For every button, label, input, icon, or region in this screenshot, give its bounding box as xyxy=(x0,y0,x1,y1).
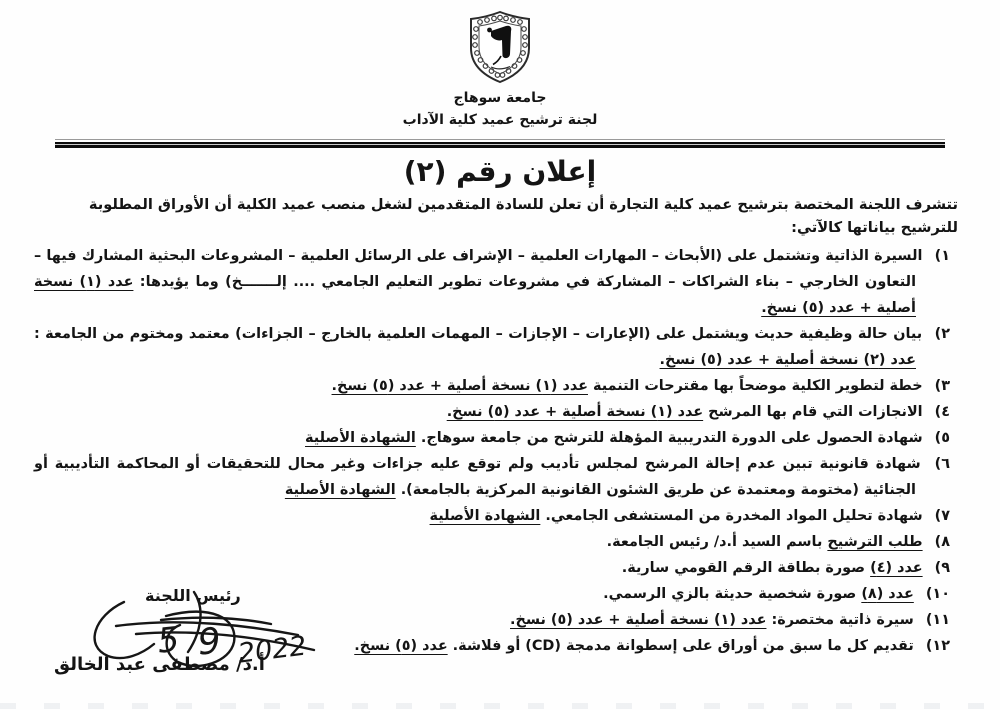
item-text-underlined: عدد (٤) xyxy=(870,560,923,576)
item-text-underlined: عدد (١) نسخة أصلية + عدد (٥) نسخ. xyxy=(510,612,767,628)
item-number: ٩) xyxy=(929,560,950,576)
list-item xyxy=(34,425,950,451)
item-text-underlined: عدد (٢) نسخة أصلية + عدد (٥) نسخ. xyxy=(659,352,916,368)
list-item xyxy=(34,451,950,503)
item-number: ٨) xyxy=(929,534,950,550)
item-number: ٥) xyxy=(929,430,950,446)
signature-date-day: 5 xyxy=(155,619,182,662)
item-text-underlined: الشهادة الأصلية xyxy=(284,482,396,498)
item-number: ١) xyxy=(929,248,950,264)
item-number: ٦) xyxy=(927,456,950,472)
item-text: الانجازات التي قام بها المرشح xyxy=(703,404,923,420)
list-item xyxy=(34,243,950,321)
item-text: صورة بطاقة الرقم القومي سارية. xyxy=(621,560,871,576)
committee-name: لجنة ترشيح عميد كلية الآداب xyxy=(402,112,598,128)
item-text: شهادة الحصول على الدورة التدريبية المؤهلة للترشح من جامعة سوهاج. xyxy=(415,430,923,446)
item-text: صورة شخصية حديثة بالزي الرسمي. xyxy=(603,586,862,602)
item-text: شهادة تحليل المواد المخدرة من المستشفى الجامعي. xyxy=(540,508,923,524)
announcement-title: إعلان رقم (٢) xyxy=(403,155,597,188)
document-header xyxy=(0,0,1000,130)
item-text-underlined: الشهادة الأصلية xyxy=(305,430,416,446)
university-shield-emblem-icon xyxy=(466,10,534,84)
list-item xyxy=(34,399,950,425)
item-text-underlined: عدد (٥) نسخ. xyxy=(354,638,448,654)
item-number: ٢) xyxy=(929,326,951,342)
item-number: ٣) xyxy=(929,378,950,394)
list-item xyxy=(34,373,950,399)
scan-bleed-artifact xyxy=(0,703,1000,709)
signature-date-month: 9 xyxy=(196,621,223,664)
signature-date-year: 2022 xyxy=(236,630,309,670)
list-item xyxy=(34,555,950,581)
item-text-underlined: عدد (١) نسخة أصلية + عدد (٥) نسخ. xyxy=(446,404,704,420)
item-number: ١٢) xyxy=(920,638,950,654)
item-text: شهادة قانونية تبين عدم إحالة المرشح لمجلس تأديب ولم توقع عليه جزاءات وغير محال للتحقيقات أو المحاكمة التأديبية أو الجنائية (مختومة ومعتمدة عن طريق الشئون القانونية المركزية بالجامعة). xyxy=(34,456,921,498)
item-text: خطة لتطوير الكلية موضحاً بها مقترحات التنمية xyxy=(587,378,923,394)
item-text: باسم السيد أ.د/ رئيس الجامعة. xyxy=(606,534,828,550)
item-number: ١١) xyxy=(920,612,950,628)
signature-role: رئيس اللجنة xyxy=(145,586,241,605)
university-name: جامعة سوهاج xyxy=(453,90,547,106)
item-number: ٧) xyxy=(929,508,950,524)
item-text: بيان حالة وظيفية حديث ويشتمل على (الإعارات – الإجازات – المهمات العلمية بالخارج – الجزاءات) معتمد ومختوم من الجامعة : xyxy=(34,326,923,342)
item-text-underlined: عدد (١) نسخة أصلية + عدد (٥) نسخ. xyxy=(34,274,916,316)
item-number: ١٠) xyxy=(920,586,950,602)
list-item xyxy=(34,321,950,373)
item-text-underlined: الشهادة الأصلية xyxy=(429,508,541,524)
item-text: السيرة الذاتية وتشتمل على (الأبحاث – المهارات العلمية – الإشراف على الرسائل العلمية – المشروعات البحثية المشارك فيها – التعاون الخارجي – بناء الشراكات – المشاركة في مشروعات تطوير التعليم الجامعي .... إلـــــــخ) وما يؤيدها: xyxy=(34,248,923,290)
intro-paragraph: تتشرف اللجنة المختصة بترشيح عميد كلية التجارة أن تعلن للسادة المتقدمين لشغل منصب عميد الكلية أن الأوراق المطلوبة للترشيح بياناتها كالآتي: xyxy=(88,196,958,236)
item-text-underlined: عدد (٨) xyxy=(861,586,914,602)
item-text: سيرة ذاتية مختصرة: xyxy=(766,612,914,628)
item-text-underlined: عدد (١) نسخة أصلية + عدد (٥) نسخ. xyxy=(331,378,588,394)
header-divider-rule xyxy=(55,139,945,148)
signature-name: أ.د/ مصطفى عبد الخالق xyxy=(54,654,265,675)
item-text-underlined: طلب الترشيح xyxy=(827,534,923,550)
item-text: تقديم كل ما سبق من أوراق على إسطوانة مدمجة (CD) أو فلاشة. xyxy=(447,638,914,654)
list-item xyxy=(34,529,950,555)
list-item xyxy=(34,503,950,529)
item-number: ٤) xyxy=(929,404,950,420)
signature-block xyxy=(48,582,378,702)
